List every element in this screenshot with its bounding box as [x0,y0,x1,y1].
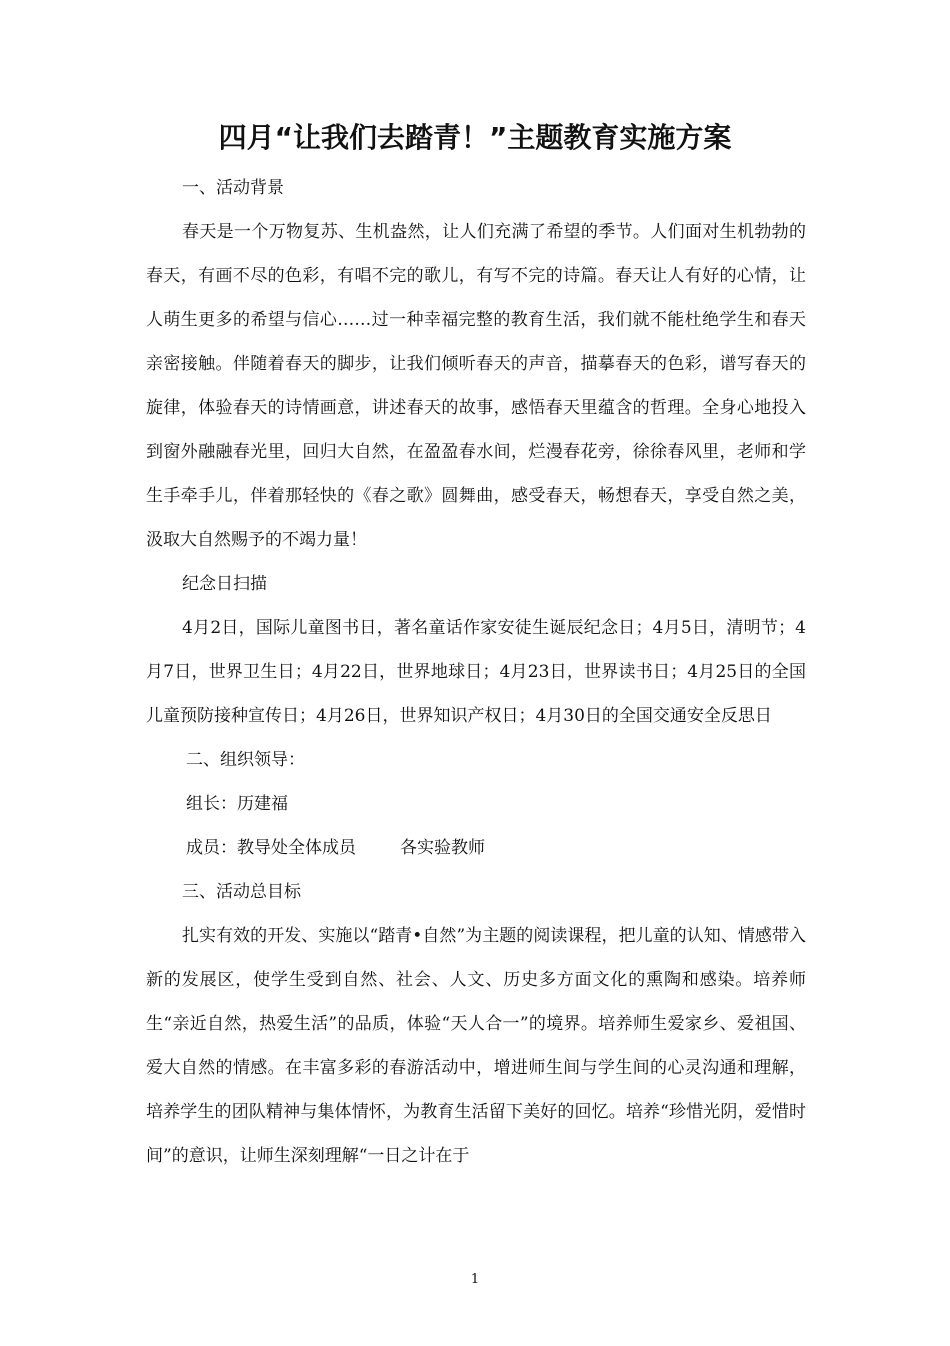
memorial-paragraph: 4月2日，国际儿童图书日，著名童话作家安徒生诞辰纪念日；4月5日，清明节；4月7日，世界卫生日；4月22日，世界地球日；4月23日，世界读书日；4月25日的全国儿童预防接种宣传日；4月26日，世界知识产权日；4月30日的全国交通安全反思日 [146,618,806,726]
background-heading: 一、活动背景 [182,178,284,198]
members-label: 成员：教导处全体成员 [186,838,356,858]
background-paragraph: 春天是一个万物复苏、生机盎然，让人们充满了希望的季节。人们面对生机勃勃的春天，有画不尽的色彩，有唱不完的歌儿，有写不完的诗篇。春天让人有好的心情，让人萌生更多的希望与信心……过一种幸福完整的教育生活，我们就不能杜绝学生和春天亲密接触。伴随着春天的脚步，让我们倾听春天的声音，描摹春天的色彩，谱写春天的旋律，体验春天的诗情画意，讲述春天的故事，感悟春天里蕴含的哲理。全身心地投入到窗外融融春光里，回归大自然，在盈盈春水间，烂漫春花旁，徐徐春风里，老师和学生手牵手儿，伴着那轻快的《春之歌》圆舞曲，感受春天，畅想春天，享受自然之美，汲取大自然赐予的不竭力量！ [146,222,806,550]
org-heading: 二、组织领导： [186,750,305,770]
document-title: 四月“让我们去踏青！”主题教育实施方案 [218,121,732,154]
page-number: 1 [470,1272,480,1287]
members-extra: 各实验教师 [400,838,485,858]
document-body [146,166,806,1178]
goal-paragraph: 扎实有效的开发、实施以“踏青•自然”为主题的阅读课程，把儿童的认知、情感带入新的发展区，使学生受到自然、社会、人文、历史多方面文化的熏陶和感染。培养师生“亲近自然，热爱生活”的品质，体验“天人合一”的境界。培养师生爱家乡、爱祖国、爱大自然的情感。在丰富多彩的春游活动中，增进师生间与学生间的心灵沟通和理解，培养学生的团队精神与集体情怀，为教育生活留下美好的回忆。培养“珍惜光阴，爱惜时间”的意识，让师生深刻理解“一日之计在于 [146,926,806,1166]
memorial-heading: 纪念日扫描 [182,574,267,594]
goal-heading: 三、活动总目标 [182,882,301,902]
members-line [146,826,806,870]
leader-line: 组长：历建福 [186,794,288,814]
